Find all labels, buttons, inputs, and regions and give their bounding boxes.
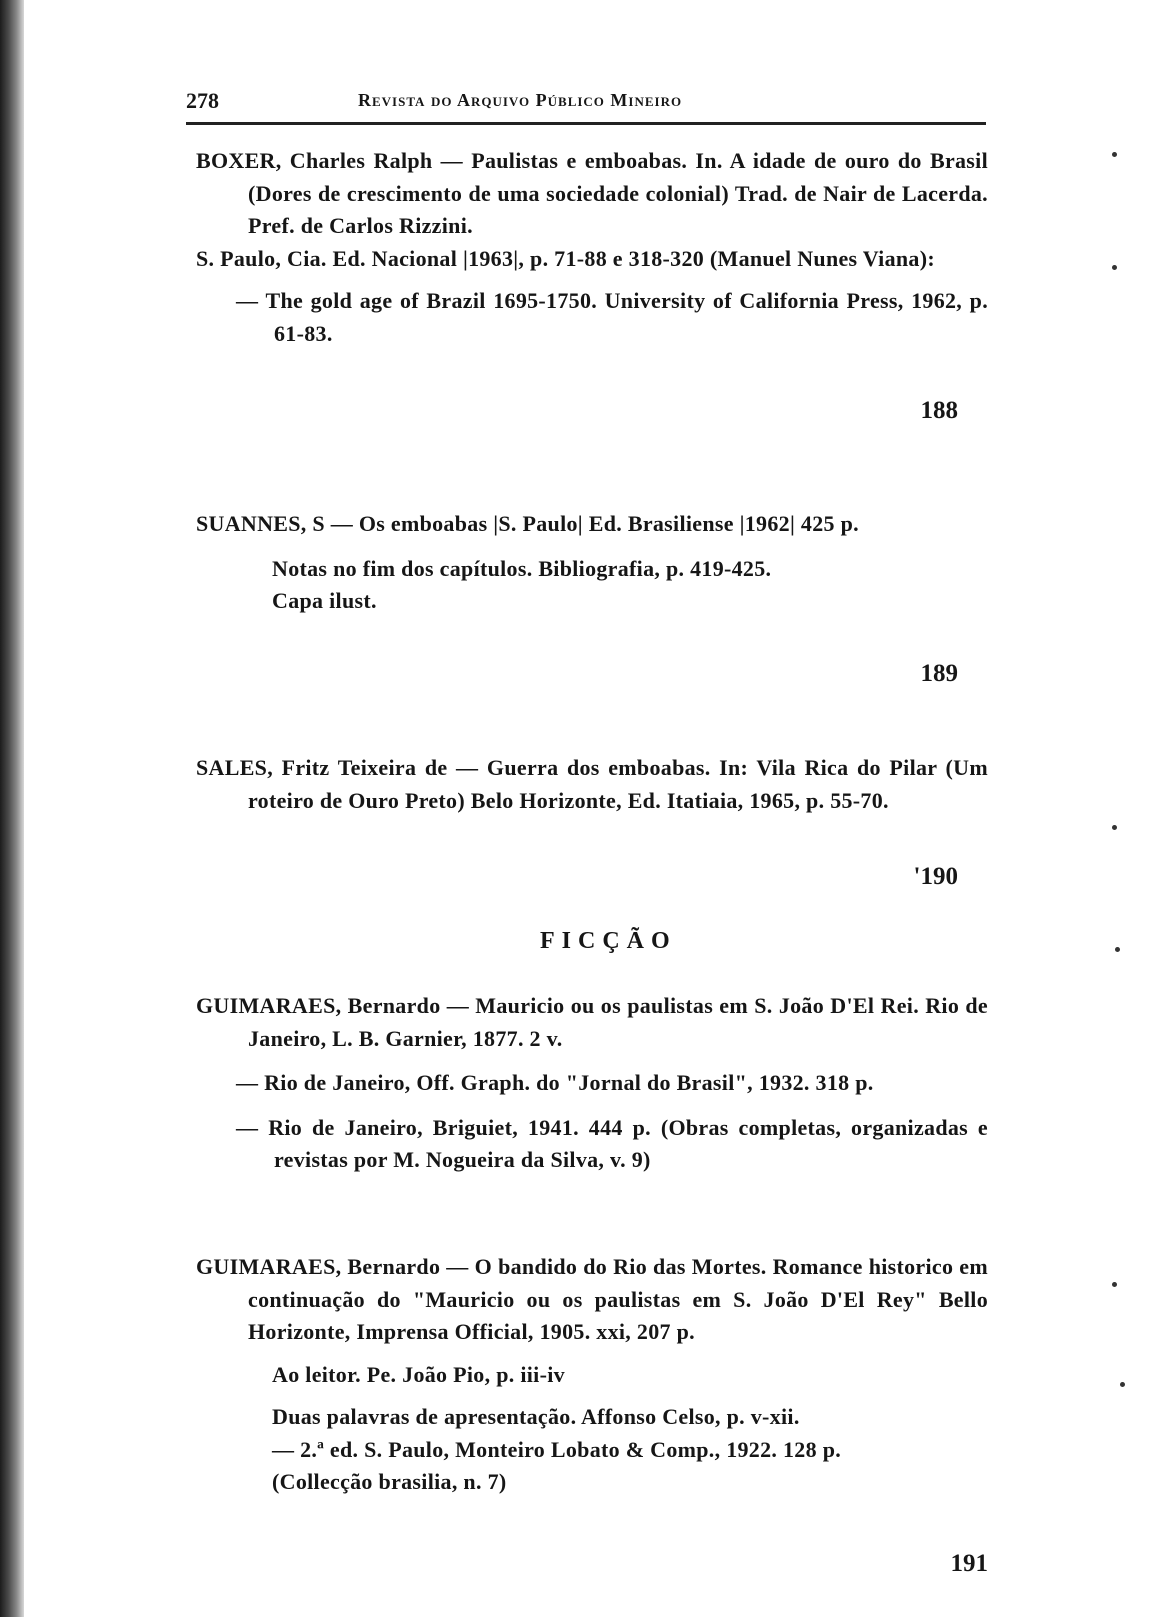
entry-citation: SUANNES, S — Os emboabas |S. Paulo| Ed. Brasiliense |1962| 425 p. bbox=[196, 511, 859, 536]
entry-publication: S. Paulo, Cia. Ed. Nacional |1963|, p. 71-88 e 318-320 (Manuel Nunes Viana): bbox=[196, 245, 935, 271]
entry-note: Capa ilust. bbox=[272, 588, 377, 613]
section-title: FICÇÃO bbox=[540, 928, 677, 954]
entry-number: 189 bbox=[920, 660, 958, 687]
bibliography-entry bbox=[196, 145, 988, 350]
page-header bbox=[186, 86, 986, 125]
scan-speck bbox=[1115, 947, 1120, 952]
entry-note: Notas no fim dos capítulos. Bibliografia, p. 419-425. bbox=[272, 555, 772, 581]
bibliography-entry bbox=[196, 990, 988, 1177]
entry-edition: — The gold age of Brazil 1695-1750. University of California Press, 1962, p. 61-83. bbox=[236, 288, 988, 346]
bibliography-entry bbox=[196, 1251, 988, 1499]
scan-speck bbox=[1112, 1282, 1117, 1287]
bibliography-entry bbox=[196, 752, 988, 817]
entry-number: 188 bbox=[920, 397, 958, 424]
entry-note: Duas palavras de apresentação. Affonso Celso, p. v-xii. bbox=[272, 1404, 800, 1429]
scan-speck bbox=[1112, 825, 1117, 830]
entry-citation: BOXER, Charles Ralph — Paulistas e emboabas. In. A idade de ouro do Brasil (Dores de crescimento de uma sociedade colonial) Trad. de Nair de Lacerda. Pref. de Carlos Rizzini. bbox=[196, 148, 988, 238]
entry-note: (Collecção brasilia, n. 7) bbox=[272, 1469, 507, 1494]
entry-citation: GUIMARAES, Bernardo — Mauricio ou os paulistas em S. João D'El Rei. Rio de Janeiro, L. B. Garnier, 1877. 2 v. bbox=[196, 993, 988, 1051]
entry-number: '190 bbox=[913, 863, 958, 890]
scan-speck bbox=[1112, 265, 1117, 270]
book-spine-shadow bbox=[0, 0, 24, 1617]
entry-edition: — 2.ª ed. S. Paulo, Monteiro Lobato & Comp., 1922. 128 p. bbox=[272, 1436, 842, 1462]
scan-speck bbox=[1120, 1382, 1125, 1387]
entry-edition: — Rio de Janeiro, Off. Graph. do "Jornal do Brasil", 1932. 318 p. bbox=[236, 1070, 874, 1095]
bibliography-entry bbox=[196, 508, 988, 618]
entry-citation: SALES, Fritz Teixeira de — Guerra dos emboabas. In: Vila Rica do Pilar (Um roteiro de Ouro Preto) Belo Horizonte, Ed. Itatiaia, 1965, p. 55-70. bbox=[196, 755, 988, 813]
page-number: 278 bbox=[186, 88, 219, 113]
running-title: Revista do Arquivo Público Mineiro bbox=[358, 90, 683, 110]
scan-speck bbox=[1112, 152, 1117, 157]
entry-citation: GUIMARAES, Bernardo — O bandido do Rio das Mortes. Romance historico em continuação do "Mauricio ou os paulistas em S. João D'El Rey" Bello Horizonte, Imprensa Official, 1905. xxi, 207 p. bbox=[196, 1254, 988, 1344]
entry-number: 191 bbox=[950, 1550, 988, 1577]
entry-edition: — Rio de Janeiro, Briguiet, 1941. 444 p. (Obras completas, organizadas e revistas por M. Nogueira da Silva, v. 9) bbox=[236, 1114, 988, 1172]
entry-note: Ao leitor. Pe. João Pio, p. iii-iv bbox=[272, 1361, 565, 1387]
